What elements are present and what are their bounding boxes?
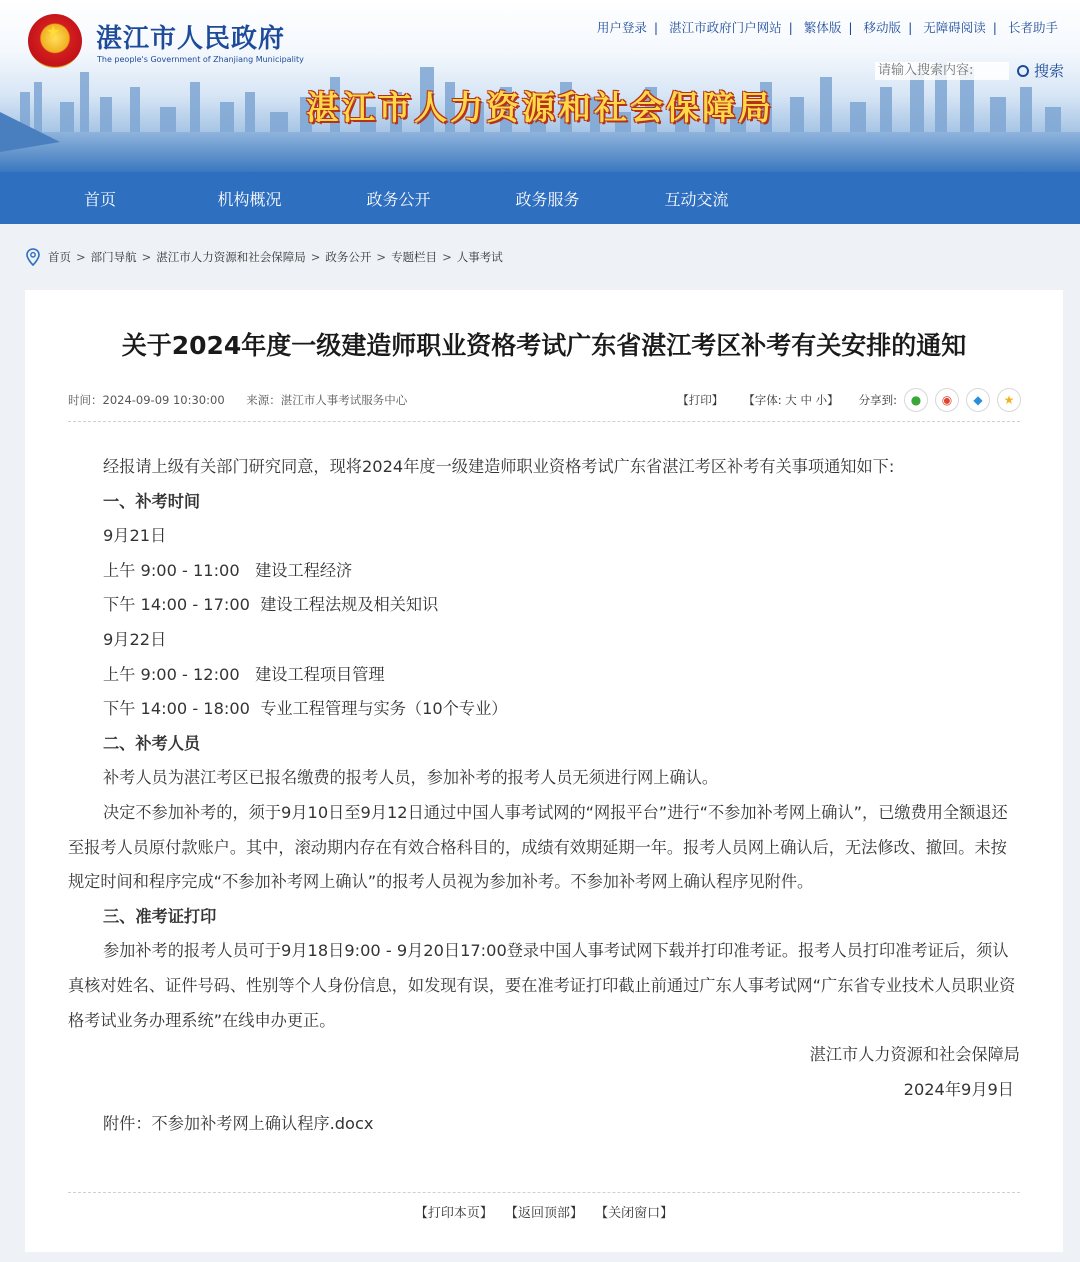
exam-session-3: 上午 9:00 - 12:00 建设工程项目管理 xyxy=(103,664,385,684)
top-link-mobile[interactable]: 移动版 xyxy=(863,20,902,35)
article-meta xyxy=(68,392,425,408)
people-paragraph: 补考人员为湛江考区已报名缴费的报考人员，参加补考的报考人员无须进行网上确认。 xyxy=(103,768,719,788)
search-label: 搜索 xyxy=(1033,62,1064,80)
article-card xyxy=(25,290,1063,1252)
breadcrumb-dept-nav[interactable]: 部门导航 xyxy=(90,250,137,264)
section-heading-ticket: 三、准考证打印 xyxy=(103,906,217,926)
article-title: 关于2024年度一级建造师职业资格考试广东省湛江考区补考有关安排的通知 xyxy=(121,331,967,360)
top-link-accessible[interactable]: 无障碍阅读 xyxy=(923,20,986,35)
exam-session-4: 下午 14:00 - 18:00 专业工程管理与实务（10个专业） xyxy=(103,699,508,719)
weibo-share-icon[interactable]: ◉ xyxy=(935,388,959,412)
qzone-share-icon[interactable]: ★ xyxy=(997,388,1021,412)
gov-subtitle: The people's Government of Zhanjiang Municipality xyxy=(97,55,304,64)
wechat-share-icon[interactable]: ● xyxy=(904,388,928,412)
print-link[interactable]: 【打印】 xyxy=(677,393,724,407)
section-heading-time: 一、补考时间 xyxy=(103,491,201,511)
top-link-elder[interactable]: 长者助手 xyxy=(1007,20,1058,35)
breadcrumb-topics[interactable]: 专题栏目 xyxy=(391,250,438,264)
search-input[interactable] xyxy=(875,62,1009,80)
nav-interaction[interactable]: 互动交流 xyxy=(664,189,729,209)
nav-gov-affairs[interactable]: 政务公开 xyxy=(366,189,431,209)
top-links: 用户登录 | 湛江市政府门户网站 | 繁体版 | 移动版 | 无障碍阅读 | 长者助手 xyxy=(596,20,1058,35)
section-heading-people: 二、补考人员 xyxy=(103,733,201,753)
ticket-paragraph: 参加补考的报考人员可于9月18日9:00 - 9月20日17:00登录中国人事考试网下载并打印准考证。报考人员打印准考证后，须认真核对姓名、证件号码、性别等个人身份信息，如发现有误，要在准考证打印截止前通过广东人事考试网“广东省专业技术人员职业资格考试业务办理系统”在线申办更正。 xyxy=(68,941,1016,1030)
top-link-portal[interactable]: 湛江市政府门户网站 xyxy=(669,20,782,35)
exam-date-1: 9月21日 xyxy=(103,526,167,546)
search-bar xyxy=(875,60,1064,81)
star-icon: ★ xyxy=(46,22,61,41)
font-size-control[interactable]: 【字体: 大 中 小】 xyxy=(743,393,839,407)
close-window-link[interactable]: 【关闭窗口】 xyxy=(595,1206,674,1221)
top-link-traditional[interactable]: 繁体版 xyxy=(803,20,842,35)
bureau-title: 湛江市人力资源和社会保障局 xyxy=(306,88,774,127)
print-page-link[interactable]: 【打印本页】 xyxy=(414,1206,493,1221)
qq-share-icon[interactable]: ◆ xyxy=(966,388,990,412)
header-banner xyxy=(0,0,1080,172)
intro-paragraph: 经报请上级有关部门研究同意，现将2024年度一级建造师职业资格考试广东省湛江考区补考有关事项通知如下: xyxy=(103,457,895,476)
exam-session-1: 上午 9:00 - 11:00 建设工程经济 xyxy=(103,560,353,580)
publish-time: 时间：2024-09-09 10:30:00 xyxy=(68,393,225,407)
attachment-link[interactable]: 附件：不参加补考网上确认程序.docx xyxy=(103,1114,374,1134)
share-label: 分享到: xyxy=(858,393,897,407)
nav-services[interactable]: 政务服务 xyxy=(515,189,580,209)
nav-home[interactable]: 首页 xyxy=(83,189,116,209)
breadcrumb-gov-affairs[interactable]: 政务公开 xyxy=(325,250,372,264)
breadcrumb-bureau[interactable]: 湛江市人力资源和社会保障局 xyxy=(156,250,306,264)
exam-date-2: 9月22日 xyxy=(103,629,167,649)
gov-title[interactable]: 湛江市人民政府 xyxy=(96,24,286,54)
top-link-login[interactable]: 用户登录 xyxy=(596,20,647,35)
article-source: 来源：湛江市人事考试服务中心 xyxy=(246,393,408,407)
nav-about[interactable]: 机构概况 xyxy=(217,189,282,209)
footer-divider xyxy=(68,1192,1020,1193)
article-tools xyxy=(677,388,1021,412)
article-body xyxy=(68,450,1020,1142)
breadcrumb-exams[interactable]: 人事考试 xyxy=(456,250,503,264)
location-pin-icon xyxy=(26,248,40,266)
sign-date: 2024年9月9日 xyxy=(903,1079,1014,1099)
signature: 湛江市人力资源和社会保障局 xyxy=(809,1045,1020,1065)
back-to-top-link[interactable]: 【返回顶部】 xyxy=(504,1206,583,1221)
breadcrumb: 首页 > 部门导航 > 湛江市人力资源和社会保障局 > 政务公开 > 专题栏目 > 人事考试 xyxy=(0,224,1080,290)
meta-divider xyxy=(68,421,1020,422)
breadcrumb-home[interactable]: 首页 xyxy=(48,250,71,264)
optout-paragraph: 决定不参加补考的，须于9月10日至9月12日通过中国人事考试网的“网报平台”进行“不参加补考网上确认”，已缴费用全额退还至报考人员原付款账户。其中，滚动期内存在有效合格科目的，成绩有效期延期一年。报考人员网上确认后，无法修改、撤回。未按规定时间和程序完成“不参加补考网上确认”的报考人员视为参加补考。不参加补考网上确认程序见附件。 xyxy=(68,802,1008,892)
search-button[interactable] xyxy=(1017,60,1064,81)
search-icon xyxy=(1017,65,1029,77)
main-nav xyxy=(0,172,1080,224)
exam-session-2: 下午 14:00 - 17:00 建设工程法规及相关知识 xyxy=(103,595,439,615)
article-footer-links xyxy=(25,1202,1063,1221)
